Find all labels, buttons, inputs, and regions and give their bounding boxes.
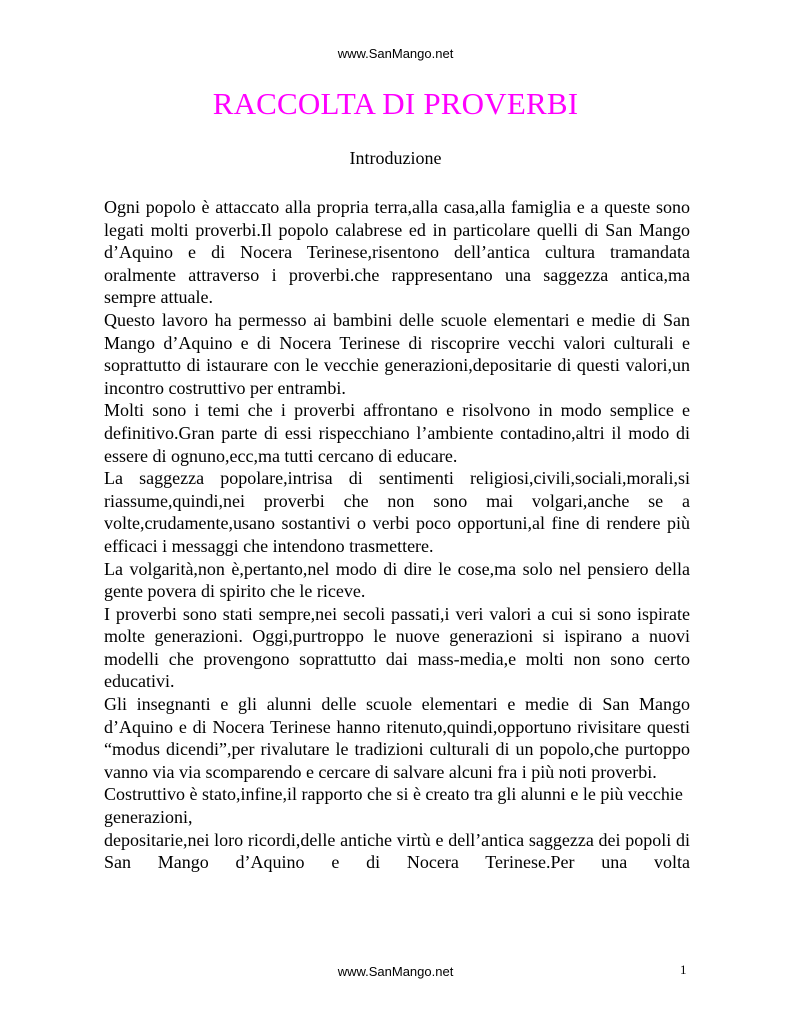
page-number: 1 bbox=[680, 962, 687, 977]
paragraph-7: Gli insegnanti e gli alunni delle scuole elementari e medie di San Mango d’Aquino e di Nocera Terinese hanno ritenuto,quindi,opportuno rivisitare questi “modus dicendi”,per rivalutare le tradizioni culturali di un popolo,che purtoppo vanno via via scomparendo e cercare di salvare alcuni fra i più noti proverbi. bbox=[104, 694, 690, 782]
paragraph-4: La saggezza popolare,intrisa di sentimenti religiosi,civili,sociali,morali,si riassume,quindi,nei proverbi che non sono mai volgari,anche se a volte,crudamente,usano sostantivi o verbi poco opportuni,al fine di rendere più efficaci i messaggi che intendono trasmettere. bbox=[104, 468, 690, 556]
document-subtitle: Introduzione bbox=[349, 148, 442, 168]
footer-url: www.SanMango.net bbox=[337, 964, 454, 979]
paragraph-3: Molti sono i temi che i proverbi affrontano e risolvono in modo semplice e definitivo.Gran parte di essi rispecchiano l’ambiente contadino,altri il modo di essere di ognuno,ecc,ma tutti cercano di educare. bbox=[104, 400, 690, 466]
document-title: RACCOLTA DI PROVERBI bbox=[212, 86, 579, 121]
paragraph-1: Ogni popolo è attaccato alla propria terra,alla casa,alla famiglia e a queste sono legati molti proverbi.Il popolo calabrese ed in particolare quelli di San Mango d’Aquino e di Nocera Terinese,risentono dell’antica cultura tramandata oralmente attraverso i proverbi.che rappresentano una saggezza antica,ma sempre attuale. bbox=[104, 197, 690, 308]
paragraph-6: I proverbi sono stati sempre,nei secoli passati,i veri valori a cui si sono ispirate molte generazioni. Oggi,purtroppo le nuove generazioni si ispirano a nuovi modelli che provengono soprattutto dai mass-media,e molti non sono certo educativi. bbox=[104, 603, 690, 692]
paragraph-8: Costruttivo è stato,infine,il rapporto che si è creato tra gli alunni e le più vecchie generazioni, bbox=[104, 784, 683, 828]
paragraph-5: La volgarità,non è,pertanto,nel modo di dire le cose,ma solo nel pensiero della gente povera di spirito che le riceve. bbox=[104, 558, 690, 602]
paragraph-9: depositarie,nei loro ricordi,delle antiche virtù e dell’antica saggezza dei popoli di San Mango d’Aquino e di Nocera Terinese.Per una volta bbox=[104, 829, 690, 873]
header-url: www.SanMango.net bbox=[337, 46, 454, 61]
document-body bbox=[104, 196, 690, 874]
paragraph-2: Questo lavoro ha permesso ai bambini delle scuole elementari e medie di San Mango d’Aquino e di Nocera Terinese di riscoprire vecchi valori culturali e soprattutto di istaurare con le vecchie generazioni,depositarie di questi valori,un incontro costruttivo per entrambi. bbox=[104, 309, 690, 398]
